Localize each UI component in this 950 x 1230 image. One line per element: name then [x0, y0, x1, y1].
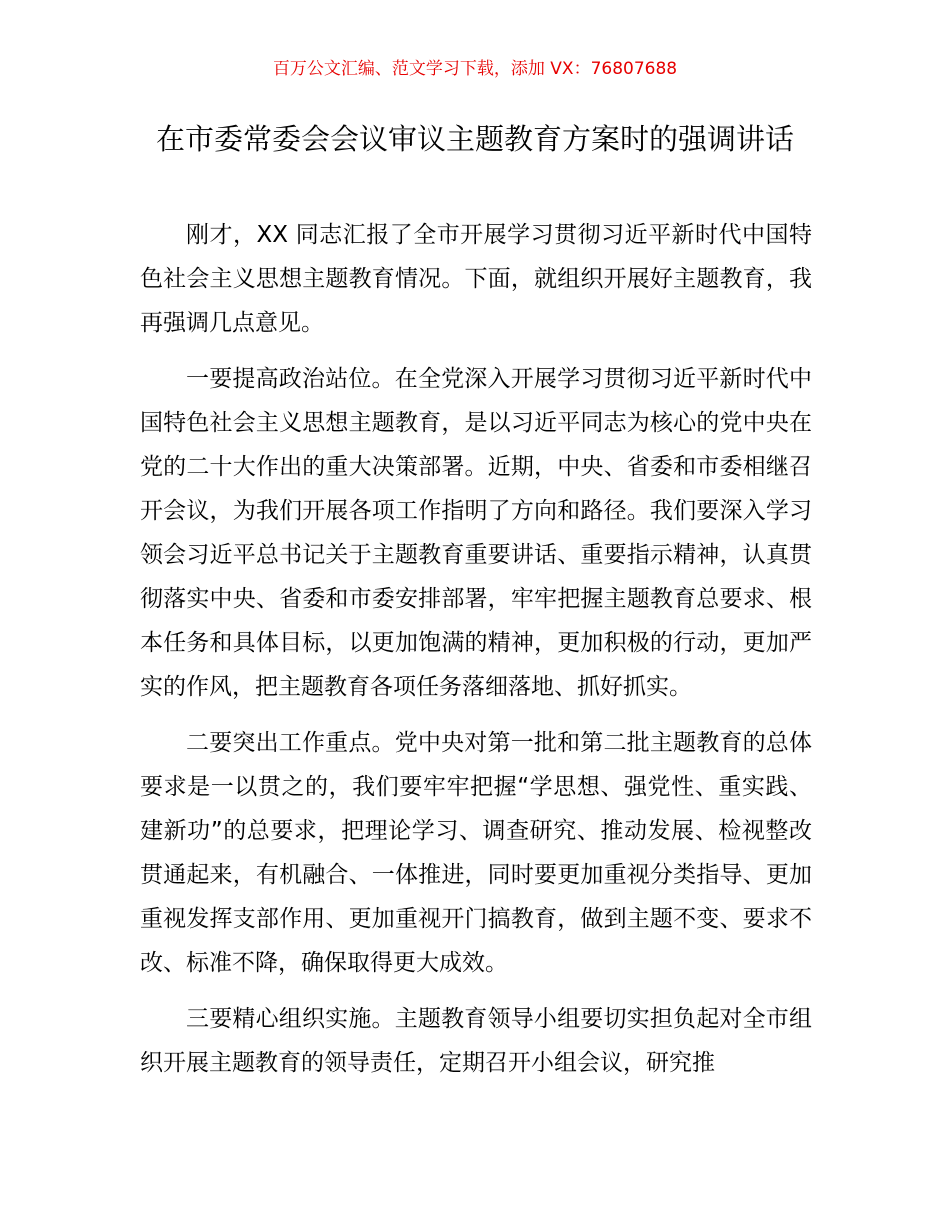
- paragraph-point-1: 一要提高政治站位。在全党深入开展学习贯彻习近平新时代中国特色社会主义思想主题教育，是以习近平同志为核心的党中央在党的二十大作出的重大决策部署。近期，中央、省委和市委相继召开会议，为我们开展各项工作指明了方向和路径。我们要深入学习领会习近平总书记关于主题教育重要讲话、重要指示精神，认真贯彻落实中央、省委和市委安排部署，牢牢把握主题教育总要求、根本任务和具体目标，以更加饱满的精神，更加积极的行动，更加严实的作风，把主题教育各项任务落细落地、抓好抓实。: [140, 366, 812, 700]
- paragraph-point-2: 二要突出工作重点。党中央对第一批和第二批主题教育的总体要求是一以贯之的，我们要牢牢把握“学思想、强党性、重实践、建新功”的总要求，把理论学习、调查研究、推动发展、检视整改贯通起来，有机融合、一体推进，同时要更加重视分类指导、更加重视发挥支部作用、更加重视开门搞教育，做到主题不变、要求不改、标准不降，确保取得更大成效。: [140, 730, 812, 976]
- paragraph-point-3: 三要精心组织实施。主题教育领导小组要切实担负起对全市组织开展主题教育的领导责任，定期召开小组会议，研究推: [140, 1006, 812, 1076]
- paragraph-intro: 刚才，XX 同志汇报了全市开展学习贯彻习近平新时代中国特色社会主义思想主题教育情况。下面，就组织开展好主题教育，我再强调几点意见。: [140, 222, 812, 336]
- document-body: [140, 213, 812, 1097]
- header-note: 百万公文汇编、范文学习下载，添加 VX：76807688: [272, 59, 678, 79]
- document-title: 在市委常委会会议审议主题教育方案时的强调讲话: [155, 122, 794, 156]
